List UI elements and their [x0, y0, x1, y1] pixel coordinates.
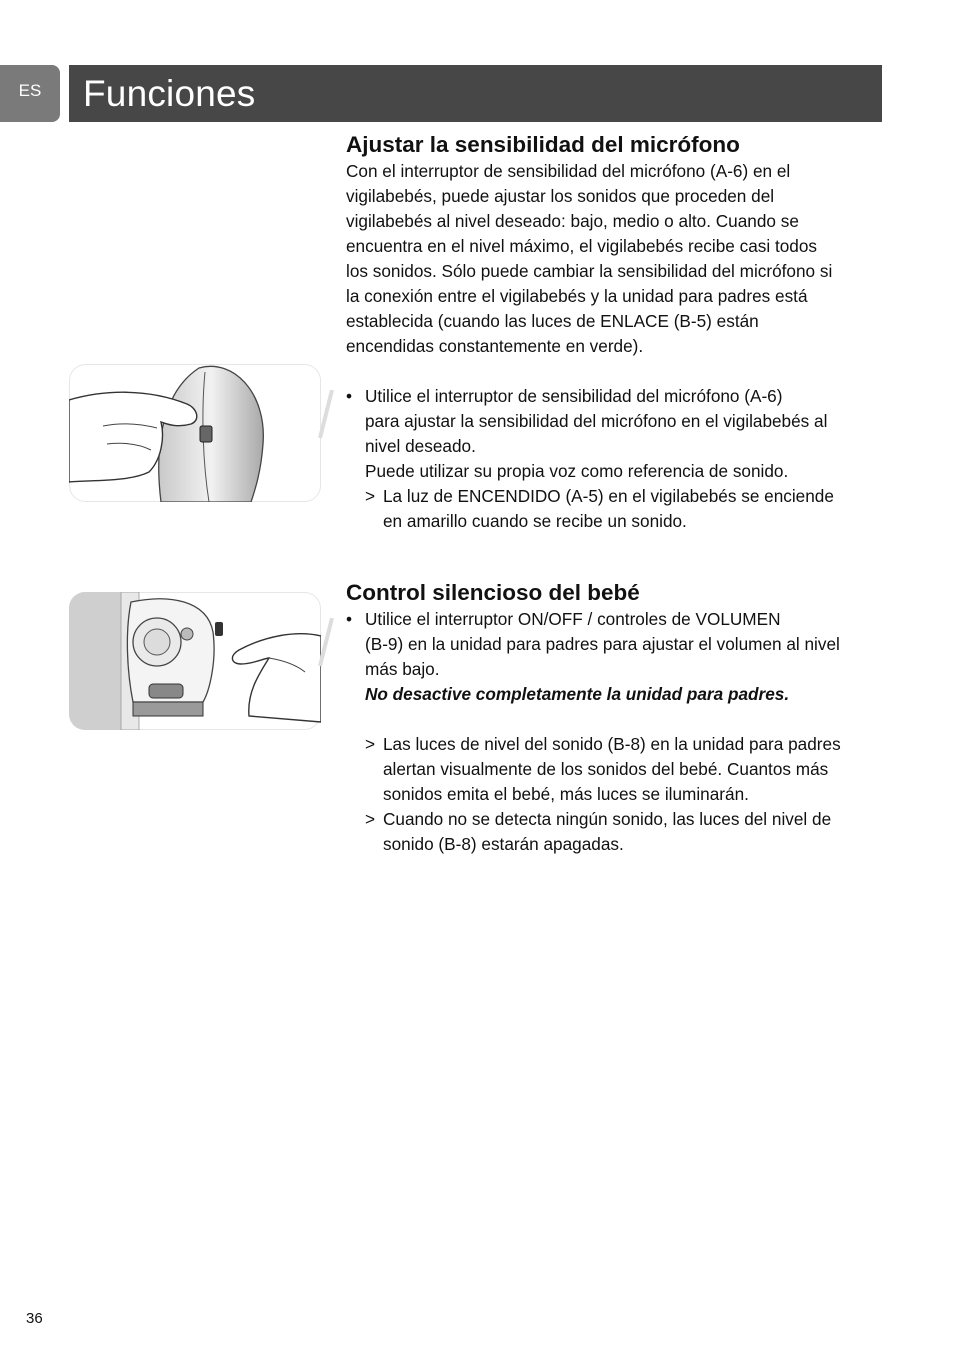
text-line: para ajustar la sensibilidad del micrófono en el vigilabebés al	[365, 411, 828, 431]
section-microphone-sensitivity	[346, 131, 886, 534]
language-tab	[0, 65, 60, 122]
result-item	[346, 807, 886, 857]
text-line: la conexión entre el vigilabebés y la unidad para padres está	[346, 286, 808, 306]
result-item	[346, 732, 886, 807]
result-mark: >	[365, 809, 376, 829]
text-line: vigilabebés, puede ajustar los sonidos que proceden del	[346, 186, 775, 206]
text-line: Utilice el interruptor de sensibilidad del micrófono (A-6)	[365, 386, 783, 406]
section-heading: Ajustar la sensibilidad del micrófono	[346, 132, 740, 157]
text-line: Las luces de nivel del sonido (B-8) en la unidad para padres	[383, 734, 841, 754]
illustration-microphone-switch	[69, 364, 321, 502]
result-mark: >	[365, 734, 376, 754]
text-line: (B-9) en la unidad para padres para ajustar el volumen al nivel	[365, 634, 840, 654]
text-line: Puede utilizar su propia voz como referencia de sonido.	[365, 461, 789, 481]
title-bar	[69, 65, 882, 122]
paragraph	[346, 159, 886, 359]
text-line: encuentra en el nivel máximo, el vigilabebés recibe casi todos	[346, 236, 818, 256]
result-item	[346, 484, 886, 534]
text-line: alertan visualmente de los sonidos del bebé. Cuantos más	[383, 759, 829, 779]
page-number: 36	[26, 1310, 43, 1327]
section-silent-control	[346, 579, 886, 857]
text-line: sonido (B-8) estarán apagadas.	[383, 834, 624, 854]
text-line: los sonidos. Sólo puede cambiar la sensibilidad del micrófono si	[346, 261, 833, 281]
page-title: Funciones	[83, 73, 256, 114]
text-line: La luz de ENCENDIDO (A-5) en el vigilabebés se enciende	[383, 486, 834, 506]
text-line: Con el interruptor de sensibilidad del micrófono (A-6) en el	[346, 161, 791, 181]
illustration-stroke-mark	[318, 390, 334, 440]
bullet-item	[346, 384, 886, 484]
text-line: más bajo.	[365, 659, 440, 679]
illustration-parent-unit-volume	[69, 592, 321, 730]
text-line: sonidos emita el bebé, más luces se iluminarán.	[383, 784, 749, 804]
text-line: encendidas constantemente en verde).	[346, 336, 644, 356]
text-line: en amarillo cuando se recibe un sonido.	[383, 511, 687, 531]
language-tab-label: ES	[18, 80, 42, 100]
text-line: Utilice el interruptor ON/OFF / controles de VOLUMEN	[365, 609, 781, 629]
bullet-mark: •	[346, 386, 353, 406]
illustration-stroke-mark-2	[318, 618, 334, 668]
text-line: Cuando no se detecta ningún sonido, las luces del nivel de	[383, 809, 832, 829]
text-line: nivel deseado.	[365, 436, 476, 456]
text-line: vigilabebés al nivel deseado: bajo, medio o alto. Cuando se	[346, 211, 799, 231]
section-heading: Control silencioso del bebé	[346, 580, 640, 605]
bullet-mark: •	[346, 609, 353, 629]
bullet-item	[346, 607, 886, 707]
result-mark: >	[365, 486, 376, 506]
text-line: establecida (cuando las luces de ENLACE (B-5) están	[346, 311, 759, 331]
warning-text: No desactive completamente la unidad para padres.	[365, 684, 790, 704]
